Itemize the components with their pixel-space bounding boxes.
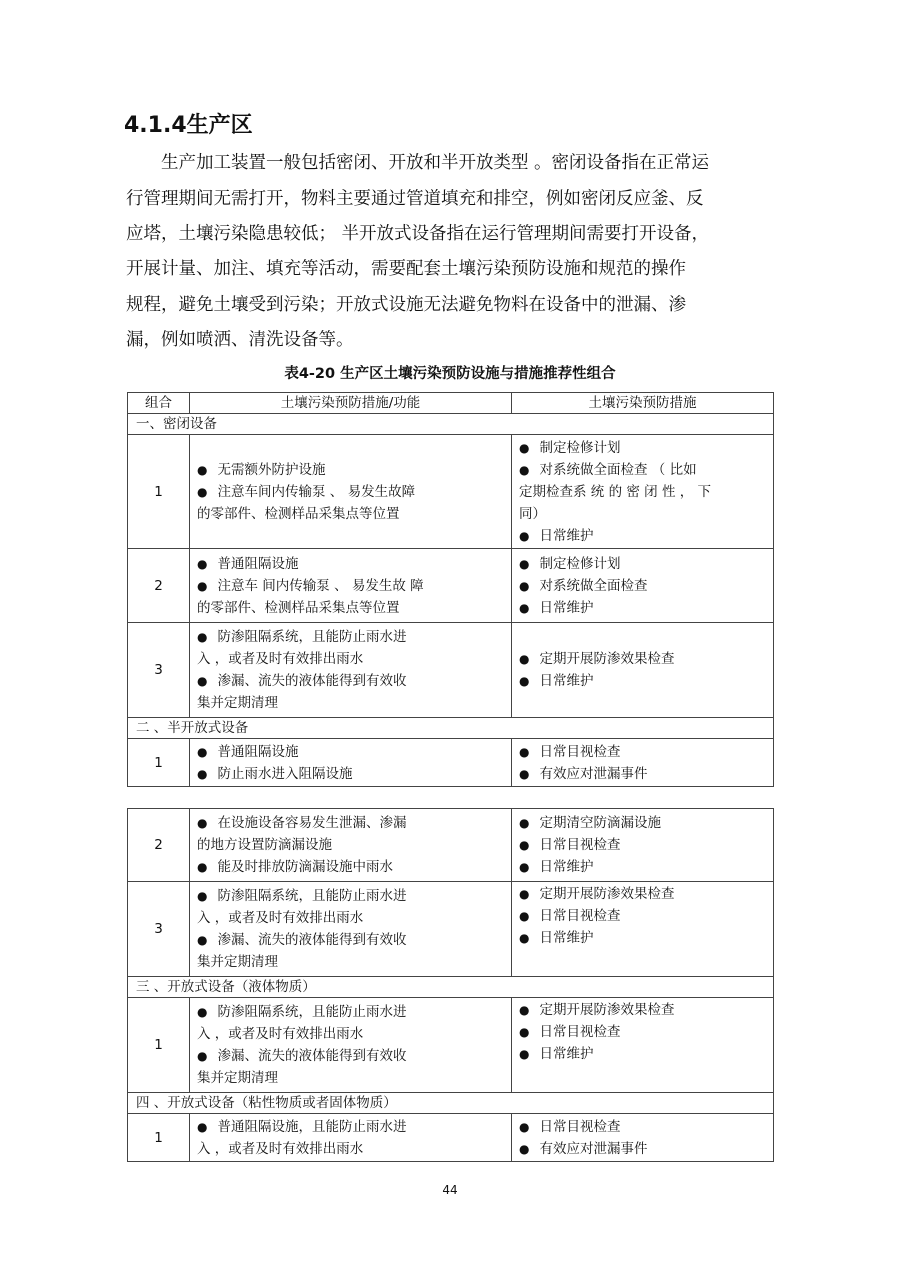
section-row: 四 、开放式设备（粘性物质或者固体物质） bbox=[128, 1093, 774, 1114]
bullet-item: ● 日常目视检查 bbox=[519, 1021, 766, 1043]
bullet-item: ● 定期开展防渗效果检查 bbox=[519, 648, 766, 670]
header-combo: 组合 bbox=[128, 393, 190, 414]
measure-cell bbox=[512, 1114, 774, 1162]
bullet-item: ● 防渗阻隔系统，且能防止雨水进 bbox=[197, 1001, 504, 1023]
bullet-item: ● 对系统做全面检查 bbox=[519, 575, 766, 597]
bullet-continuation: 同） bbox=[519, 505, 546, 522]
bullet-item: ● 有效应对泄漏事件 bbox=[519, 1138, 766, 1160]
header-measure-function: 土壤污染预防措施/功能 bbox=[190, 393, 512, 414]
bullet-item: ● 日常目视检查 bbox=[519, 741, 766, 763]
combo-number: 1 bbox=[128, 739, 190, 787]
paragraph-line: 行管理期间无需打开，物料主要通过管道填充和排空，例如密闭反应釜、反 bbox=[126, 189, 704, 209]
combo-number: 2 bbox=[128, 549, 190, 623]
bullet-item: ● 普通阻隔设施，且能防止雨水进 bbox=[197, 1116, 504, 1138]
bullet-item: ● 日常维护 bbox=[519, 1043, 766, 1065]
bullet-continuation: 的零部件、检测样品采集点等位置 bbox=[197, 505, 400, 522]
bullet-item: ● 定期清空防滴漏设施 bbox=[519, 812, 766, 834]
bullet-continuation: 集并定期清理 bbox=[197, 695, 278, 711]
measure-function-cell bbox=[190, 882, 512, 977]
measures-table-part1 bbox=[127, 392, 774, 787]
measure-cell bbox=[512, 998, 774, 1093]
table-row bbox=[128, 809, 774, 882]
paragraph-line: 漏，例如喷洒、清洗设备等。 bbox=[126, 330, 354, 350]
measure-cell bbox=[512, 623, 774, 718]
paragraph-line: 规程，避免土壤受到污染；开放式设施无法避免物料在设备中的泄漏、渗 bbox=[126, 295, 686, 315]
bullet-item: ● 能及时排放防滴漏设施中雨水 bbox=[197, 856, 504, 878]
table-row bbox=[128, 549, 774, 623]
measures-table-part2 bbox=[127, 808, 774, 1162]
bullet-item: ● 日常维护 bbox=[519, 856, 766, 878]
section-row: 二 、半开放式设备 bbox=[128, 718, 774, 739]
measure-function-cell bbox=[190, 435, 512, 549]
bullet-continuation: 集并定期清理 bbox=[197, 1070, 278, 1086]
bullet-item: ● 注意车 间内传输泵 、 易发生故 障 bbox=[197, 575, 504, 597]
measure-function-cell bbox=[190, 623, 512, 718]
combo-number: 3 bbox=[128, 882, 190, 977]
bullet-item: ● 对系统做全面检查 （ 比如 bbox=[519, 459, 766, 481]
bullet-item: ● 普通阻隔设施 bbox=[197, 741, 504, 763]
table-row bbox=[128, 739, 774, 787]
table-row bbox=[128, 623, 774, 718]
bullet-continuation: 入 ，或者及时有效排出雨水 bbox=[197, 1140, 364, 1157]
bullet-item: ● 日常维护 bbox=[519, 927, 766, 949]
measure-function-cell bbox=[190, 1114, 512, 1162]
bullet-continuation: 集并定期清理 bbox=[197, 954, 278, 970]
bullet-item: ● 渗漏、流失的液体能得到有效收 bbox=[197, 670, 504, 692]
combo-number: 1 bbox=[128, 1114, 190, 1162]
header-measure: 土壤污染预防措施 bbox=[512, 393, 774, 414]
bullet-continuation: 入 ，或者及时有效排出雨水 bbox=[197, 651, 364, 667]
measure-cell bbox=[512, 739, 774, 787]
table-row bbox=[128, 998, 774, 1093]
bullet-item: ● 普通阻隔设施 bbox=[197, 553, 504, 575]
bullet-item: ● 注意车间内传输泵 、 易发生故障 bbox=[197, 481, 504, 503]
table-row bbox=[128, 882, 774, 977]
bullet-item: ● 日常维护 bbox=[519, 525, 766, 547]
bullet-continuation: 的零部件、检测样品采集点等位置 bbox=[197, 599, 400, 616]
bullet-item: ● 渗漏、流失的液体能得到有效收 bbox=[197, 1045, 504, 1067]
measure-cell bbox=[512, 882, 774, 977]
bullet-item: ● 日常维护 bbox=[519, 670, 766, 692]
section-heading: 4.1.4生产区 bbox=[124, 113, 253, 138]
paragraph-line: 生产加工装置一般包括密闭、开放和半开放类型 。密闭设备指在正常运 bbox=[126, 153, 710, 173]
bullet-item: ● 防渗阻隔系统，且能防止雨水进 bbox=[197, 885, 504, 907]
combo-number: 2 bbox=[128, 809, 190, 882]
measure-cell bbox=[512, 435, 774, 549]
paragraph-line: 应塔，土壤污染隐患较低； 半开放式设备指在运行管理期间需要打开设备， bbox=[126, 224, 710, 244]
bullet-item: ● 制定检修计划 bbox=[519, 553, 766, 575]
bullet-item: ● 日常目视检查 bbox=[519, 905, 766, 927]
bullet-item: ● 制定检修计划 bbox=[519, 437, 766, 459]
bullet-item: ● 在设施设备容易发生泄漏、渗漏 bbox=[197, 812, 504, 834]
section-row: 一、密闭设备 bbox=[128, 414, 774, 435]
bullet-item: ● 日常维护 bbox=[519, 597, 766, 619]
measure-function-cell bbox=[190, 549, 512, 623]
combo-number: 3 bbox=[128, 623, 190, 718]
bullet-item: ● 定期开展防渗效果检查 bbox=[519, 883, 766, 905]
bullet-item: ● 日常目视检查 bbox=[519, 834, 766, 856]
bullet-continuation: 的地方设置防滴漏设施 bbox=[197, 837, 332, 853]
bullet-item: ● 防渗阻隔系统，且能防止雨水进 bbox=[197, 626, 504, 648]
table-row bbox=[128, 1114, 774, 1162]
bullet-item: ● 无需额外防护设施 bbox=[197, 459, 504, 481]
section-row: 三 、开放式设备（液体物质） bbox=[128, 977, 774, 998]
measure-function-cell bbox=[190, 809, 512, 882]
bullet-continuation: 入 ，或者及时有效排出雨水 bbox=[197, 1026, 364, 1042]
bullet-item: ● 有效应对泄漏事件 bbox=[519, 763, 766, 785]
bullet-continuation: 定期检查系 统 的 密 闭 性 ， 下 bbox=[519, 483, 712, 500]
bullet-item: ● 定期开展防渗效果检查 bbox=[519, 999, 766, 1021]
measure-cell bbox=[512, 549, 774, 623]
page-number: 44 bbox=[442, 1183, 458, 1197]
bullet-continuation: 入 ，或者及时有效排出雨水 bbox=[197, 910, 364, 926]
measure-cell bbox=[512, 809, 774, 882]
measure-function-cell bbox=[190, 739, 512, 787]
table-caption: 表4-20 生产区土壤污染预防设施与措施推荐性组合 bbox=[284, 366, 616, 382]
bullet-item: ● 防止雨水进入阻隔设施 bbox=[197, 763, 504, 785]
combo-number: 1 bbox=[128, 998, 190, 1093]
bullet-item: ● 日常目视检查 bbox=[519, 1116, 766, 1138]
table-row bbox=[128, 435, 774, 549]
bullet-item: ● 渗漏、流失的液体能得到有效收 bbox=[197, 929, 504, 951]
paragraph-line: 开展计量、加注、填充等活动，需要配套土壤污染预防设施和规范的操作 bbox=[126, 259, 686, 279]
combo-number: 1 bbox=[128, 435, 190, 549]
measure-function-cell bbox=[190, 998, 512, 1093]
